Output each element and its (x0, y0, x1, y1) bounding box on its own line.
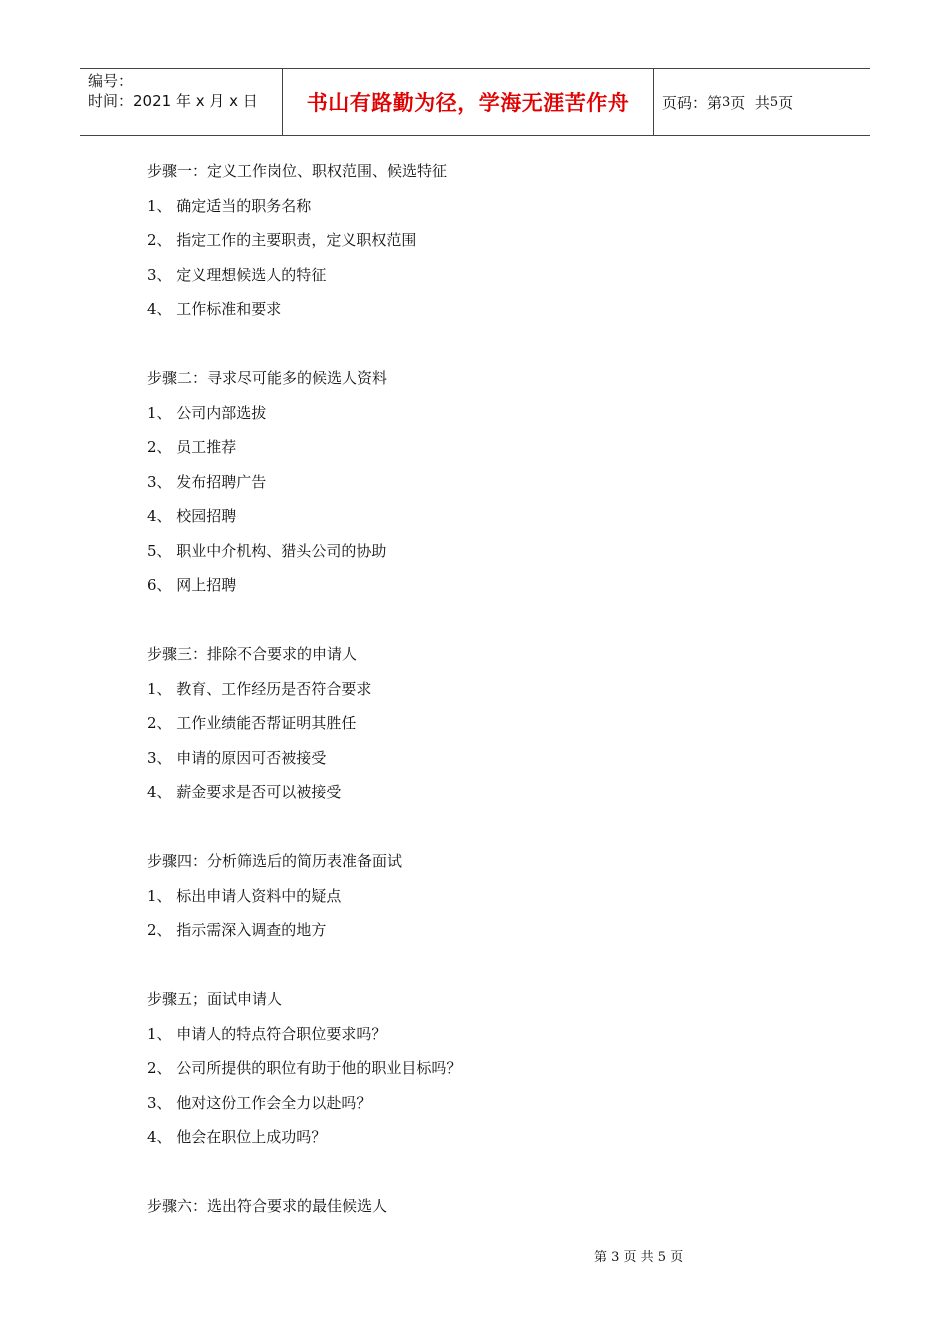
section-spacer (147, 331, 847, 366)
page-footer: 第 3 页 共 5 页 (594, 1250, 684, 1265)
page-current: 3 (722, 94, 731, 110)
page-end-label: 页 (778, 93, 794, 112)
page-header (80, 68, 870, 136)
step-item: 4、 他会在职位上成功吗？ (147, 1128, 327, 1146)
header-meta (80, 69, 282, 135)
step-heading: 步骤六：选出符合要求的最佳候选人 (147, 1197, 388, 1215)
step-item: 2、 工作业绩能否帮证明其胜任 (147, 714, 357, 732)
page-mid-label: 页 共 (730, 93, 770, 112)
header-page-indicator (654, 69, 870, 135)
section-spacer (147, 814, 847, 849)
step-item: 6、 网上招聘 (147, 576, 237, 594)
step-item: 3、 发布招聘广告 (147, 472, 267, 491)
page-label: 页码：第 (662, 93, 723, 112)
step-item: 1、 教育、工作经历是否符合要求 (147, 679, 372, 698)
document-date-label: 时间：2021 年 x 月 x 日 (88, 92, 258, 110)
step-heading: 步骤三：排除不合要求的申请人 (147, 645, 358, 663)
step-heading: 步骤五；面试申请人 (147, 990, 283, 1008)
header-motto: 书山有路勤为径，学海无涯苦作舟 (282, 69, 654, 135)
document-body (147, 158, 847, 1228)
step-item: 1、 确定适当的职务名称 (147, 196, 312, 215)
step-item: 2、 员工推荐 (147, 438, 237, 456)
step-item: 2、 指定工作的主要职责，定义职权范围 (147, 231, 417, 249)
step-item: 2、 公司所提供的职位有助于他的职业目标吗？ (147, 1059, 462, 1077)
section-spacer (147, 1159, 847, 1194)
step-item: 4、 薪金要求是否可以被接受 (147, 783, 342, 801)
section-spacer (147, 607, 847, 642)
step-heading: 步骤一：定义工作岗位、职权范围、候选特征 (147, 162, 448, 180)
step-item: 1、 公司内部选拔 (147, 403, 267, 422)
step-item: 3、 他对这份工作会全力以赴吗？ (147, 1093, 372, 1112)
step-item: 1、 申请人的特点符合职位要求吗？ (147, 1024, 387, 1043)
step-item: 4、 工作标准和要求 (147, 300, 282, 318)
page-total: 5 (769, 94, 779, 110)
step-item: 3、 申请的原因可否被接受 (147, 748, 327, 767)
step-item: 2、 指示需深入调查的地方 (147, 921, 327, 939)
step-item: 3、 定义理想候选人的特征 (147, 265, 327, 284)
step-heading: 步骤二：寻求尽可能多的候选人资料 (147, 369, 388, 387)
step-item: 4、 校园招聘 (147, 507, 237, 525)
step-item: 5、 职业中介机构、猎头公司的协助 (147, 541, 387, 560)
document-number-label: 编号： (88, 72, 134, 90)
step-heading: 步骤四：分析筛选后的简历表准备面试 (147, 852, 403, 870)
section-spacer (147, 952, 847, 987)
step-item: 1、 标出申请人资料中的疑点 (147, 886, 342, 905)
